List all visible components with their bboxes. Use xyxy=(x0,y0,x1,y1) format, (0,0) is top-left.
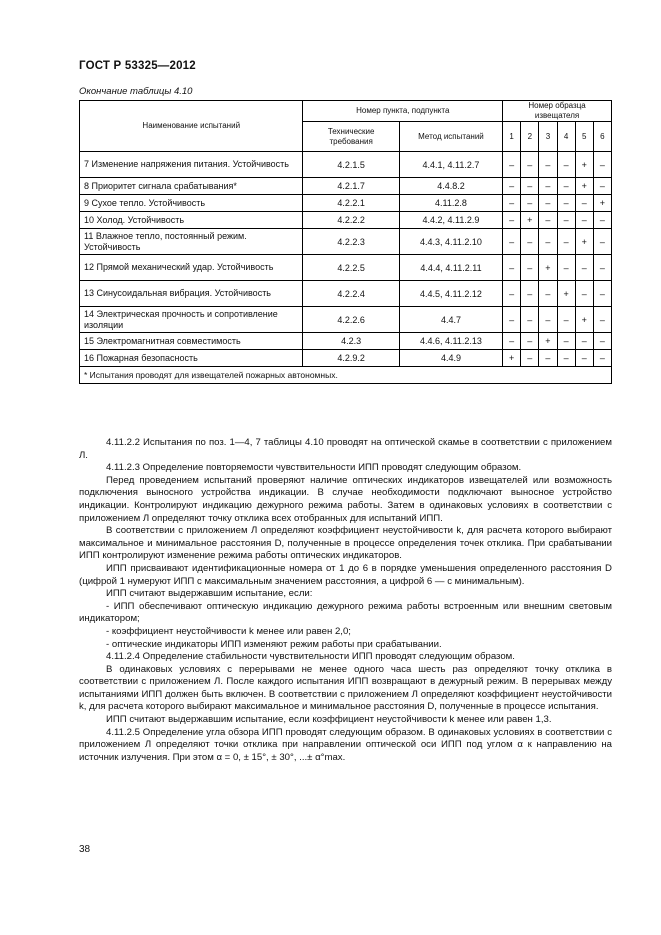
sample-mark-cell: – xyxy=(503,333,521,350)
tests-table xyxy=(79,100,612,384)
sample-mark-cell: – xyxy=(539,281,557,307)
tech-requirement-cell: 4.2.1.5 xyxy=(303,152,399,178)
header-sample-number-group: Номер образца извещателя xyxy=(503,101,612,122)
body-paragraph: ИПП присваивают идентификационные номера от 1 до 6 в порядке уменьшения определенного расстояния D (цифрой 1 нумеруют ИПП с максимальным значением расстояния, а цифрой 6 — с минимальным). xyxy=(79,562,612,587)
body-paragraph: В одинаковых условиях с перерывами не менее одного часа шесть раз определяют точку отклика в соответствии с приложением Л. После каждого испытания ИПП возвращают в дежурный режим. В перерывах между испытаниями ИПП должен быть включен. В соответствии с приложением Л определяют коэффициент неустойчивости k, для расчета которого выбирают максимальное и минимальное расстояния D, полученные в процессе испытания. xyxy=(79,663,612,713)
sample-mark-cell: – xyxy=(539,307,557,333)
tech-requirement-cell: 4.2.9.2 xyxy=(303,350,399,367)
test-name-cell: 12 Прямой механический удар. Устойчивость xyxy=(80,255,303,281)
body-paragraph: 4.11.2.5 Определение угла обзора ИПП проводят следующим образом. В одинаковых условиях в соответствии с приложением Л определяют точки отклика при направлении оптической оси ИПП под углом α к направлению на источник излучения. При этом α = 0, ± 15°, ± 30°, ...± α°max. xyxy=(79,726,612,763)
sample-mark-cell: – xyxy=(557,333,575,350)
body-paragraph: - ИПП обеспечивают оптическую индикацию дежурного режима работы встроенным или внешним световым индикатором; xyxy=(79,600,612,625)
table-row xyxy=(80,281,612,307)
sample-mark-cell: + xyxy=(521,212,539,229)
table-row xyxy=(80,350,612,367)
test-method-cell: 4.4.2, 4.11.2.9 xyxy=(399,212,502,229)
test-name-cell: 7 Изменение напряжения питания. Устойчивость xyxy=(80,152,303,178)
sample-mark-cell: – xyxy=(521,307,539,333)
sample-mark-cell: – xyxy=(503,178,521,195)
test-method-cell: 4.4.8.2 xyxy=(399,178,502,195)
sample-mark-cell: + xyxy=(539,333,557,350)
header-sample-6: 6 xyxy=(593,122,611,152)
header-sample-3: 3 xyxy=(539,122,557,152)
header-item-number-group: Номер пункта, подпункта xyxy=(303,101,503,122)
header-sample-4: 4 xyxy=(557,122,575,152)
test-method-cell: 4.4.3, 4.11.2.10 xyxy=(399,229,502,255)
sample-mark-cell: – xyxy=(539,229,557,255)
sample-mark-cell: – xyxy=(593,255,611,281)
sample-mark-cell: – xyxy=(575,195,593,212)
body-paragraph: ИПП считают выдержавшим испытание, если коэффициент неустойчивости k менее или равен 1,3. xyxy=(106,714,552,726)
sample-mark-cell: – xyxy=(557,307,575,333)
page-number: 38 xyxy=(79,844,91,855)
sample-mark-cell: + xyxy=(539,255,557,281)
sample-mark-cell: – xyxy=(539,212,557,229)
table-row xyxy=(80,229,612,255)
test-method-cell: 4.4.5, 4.11.2.12 xyxy=(399,281,502,307)
sample-mark-cell: + xyxy=(593,195,611,212)
sample-mark-cell: – xyxy=(557,212,575,229)
test-name-cell: 11 Влажное тепло, постоянный режим. Устойчивость xyxy=(80,229,303,255)
body-paragraph: Перед проведением испытаний проверяют наличие оптических индикаторов извещателей или возможность подключения выносного устройства индикации. В случае необходимости подключают выносное устройство индикации. Контролируют индикацию дежурного режима работы. Затем в одинаковых условиях в соответствии с приложением Л определяют точку отклика всех отобранных для испытаний ИПП. xyxy=(79,474,612,524)
table-caption: Окончание таблицы 4.10 xyxy=(79,86,193,97)
sample-mark-cell: + xyxy=(575,178,593,195)
test-name-cell: 14 Электрическая прочность и сопротивление изоляции xyxy=(80,307,303,333)
body-paragraph: 4.11.2.4 Определение стабильности чувствительности ИПП проводят следующим образом. xyxy=(106,651,515,663)
body-paragraph: 4.11.2.3 Определение повторяемости чувствительности ИПП проводят следующим образом. xyxy=(106,462,522,474)
sample-mark-cell: – xyxy=(539,152,557,178)
sample-mark-cell: – xyxy=(521,152,539,178)
sample-mark-cell: – xyxy=(503,152,521,178)
tech-requirement-cell: 4.2.2.1 xyxy=(303,195,399,212)
table-row xyxy=(80,212,612,229)
test-name-cell: 9 Сухое тепло. Устойчивость xyxy=(80,195,303,212)
sample-mark-cell: – xyxy=(593,152,611,178)
body-text xyxy=(79,437,612,764)
sample-mark-cell: – xyxy=(539,178,557,195)
sample-mark-cell: – xyxy=(575,281,593,307)
sample-mark-cell: – xyxy=(503,212,521,229)
sample-mark-cell: – xyxy=(593,212,611,229)
body-paragraph: - оптические индикаторы ИПП изменяют режим работы при срабатывании. xyxy=(106,638,442,650)
sample-mark-cell: – xyxy=(521,333,539,350)
header-sample-2: 2 xyxy=(521,122,539,152)
header-sample-1: 1 xyxy=(503,122,521,152)
sample-mark-cell: – xyxy=(575,350,593,367)
sample-mark-cell: – xyxy=(521,229,539,255)
test-name-cell: 10 Холод. Устойчивость xyxy=(80,212,303,229)
sample-mark-cell: + xyxy=(557,281,575,307)
header-tech-requirements: Технические требования xyxy=(303,122,399,152)
sample-mark-cell: – xyxy=(593,350,611,367)
body-paragraph: В соответствии с приложением Л определяют коэффициент неустойчивости k, для расчета которого выбирают максимальное и минимальное расстояния D, полученные в процессе определения точек отклика. При срабатывании ИПП контролируют изменение режима работы оптических индикаторов. xyxy=(79,525,612,562)
test-method-cell: 4.4.6, 4.11.2.13 xyxy=(399,333,502,350)
sample-mark-cell: – xyxy=(539,350,557,367)
sample-mark-cell: – xyxy=(521,178,539,195)
sample-mark-cell: – xyxy=(593,229,611,255)
sample-mark-cell: – xyxy=(575,212,593,229)
sample-mark-cell: – xyxy=(593,307,611,333)
sample-mark-cell: – xyxy=(503,307,521,333)
tech-requirement-cell: 4.2.2.4 xyxy=(303,281,399,307)
sample-mark-cell: – xyxy=(557,195,575,212)
test-method-cell: 4.4.4, 4.11.2.11 xyxy=(399,255,502,281)
sample-mark-cell: – xyxy=(575,255,593,281)
header-sample-5: 5 xyxy=(575,122,593,152)
table-row xyxy=(80,255,612,281)
sample-mark-cell: – xyxy=(503,195,521,212)
test-method-cell: 4.4.1, 4.11.2.7 xyxy=(399,152,502,178)
sample-mark-cell: – xyxy=(557,229,575,255)
table-row xyxy=(80,195,612,212)
test-name-cell: 15 Электромагнитная совместимость xyxy=(80,333,303,350)
tech-requirement-cell: 4.2.3 xyxy=(303,333,399,350)
sample-mark-cell: – xyxy=(521,350,539,367)
table-row xyxy=(80,333,612,350)
body-paragraph: - коэффициент неустойчивости k менее или равен 2,0; xyxy=(106,625,351,637)
tech-requirement-cell: 4.2.2.2 xyxy=(303,212,399,229)
sample-mark-cell: + xyxy=(575,152,593,178)
sample-mark-cell: + xyxy=(575,229,593,255)
sample-mark-cell: + xyxy=(575,307,593,333)
table-footnote: * Испытания проводят для извещателей пожарных автономных. xyxy=(80,367,612,384)
document-header: ГОСТ Р 53325—2012 xyxy=(79,60,196,72)
sample-mark-cell: – xyxy=(503,229,521,255)
sample-mark-cell: – xyxy=(521,195,539,212)
sample-mark-cell: – xyxy=(557,178,575,195)
sample-mark-cell: – xyxy=(557,152,575,178)
sample-mark-cell: – xyxy=(503,281,521,307)
sample-mark-cell: – xyxy=(557,350,575,367)
table-row xyxy=(80,178,612,195)
sample-mark-cell: – xyxy=(503,255,521,281)
tech-requirement-cell: 4.2.1.7 xyxy=(303,178,399,195)
test-name-cell: 13 Синусоидальная вибрация. Устойчивость xyxy=(80,281,303,307)
sample-mark-cell: – xyxy=(521,255,539,281)
table-row xyxy=(80,307,612,333)
header-test-method: Метод испытаний xyxy=(399,122,502,152)
test-name-cell: 16 Пожарная безопасность xyxy=(80,350,303,367)
sample-mark-cell: – xyxy=(593,281,611,307)
test-method-cell: 4.4.9 xyxy=(399,350,502,367)
table-row xyxy=(80,152,612,178)
sample-mark-cell: – xyxy=(593,178,611,195)
tech-requirement-cell: 4.2.2.5 xyxy=(303,255,399,281)
test-method-cell: 4.4.7 xyxy=(399,307,502,333)
body-paragraph: ИПП считают выдержавшим испытание, если: xyxy=(106,588,313,600)
tech-requirement-cell: 4.2.2.6 xyxy=(303,307,399,333)
sample-mark-cell: – xyxy=(575,333,593,350)
sample-mark-cell: – xyxy=(557,255,575,281)
body-paragraph: 4.11.2.2 Испытания по поз. 1—4, 7 таблицы 4.10 проводят на оптической скамье в соответствии с приложением Л. xyxy=(79,437,612,461)
sample-mark-cell: + xyxy=(503,350,521,367)
test-method-cell: 4.11.2.8 xyxy=(399,195,502,212)
sample-mark-cell: – xyxy=(593,333,611,350)
tech-requirement-cell: 4.2.2.3 xyxy=(303,229,399,255)
header-test-name: Наименование испытаний xyxy=(80,101,303,152)
sample-mark-cell: – xyxy=(521,281,539,307)
test-name-cell: 8 Приоритет сигнала срабатывания* xyxy=(80,178,303,195)
sample-mark-cell: – xyxy=(539,195,557,212)
